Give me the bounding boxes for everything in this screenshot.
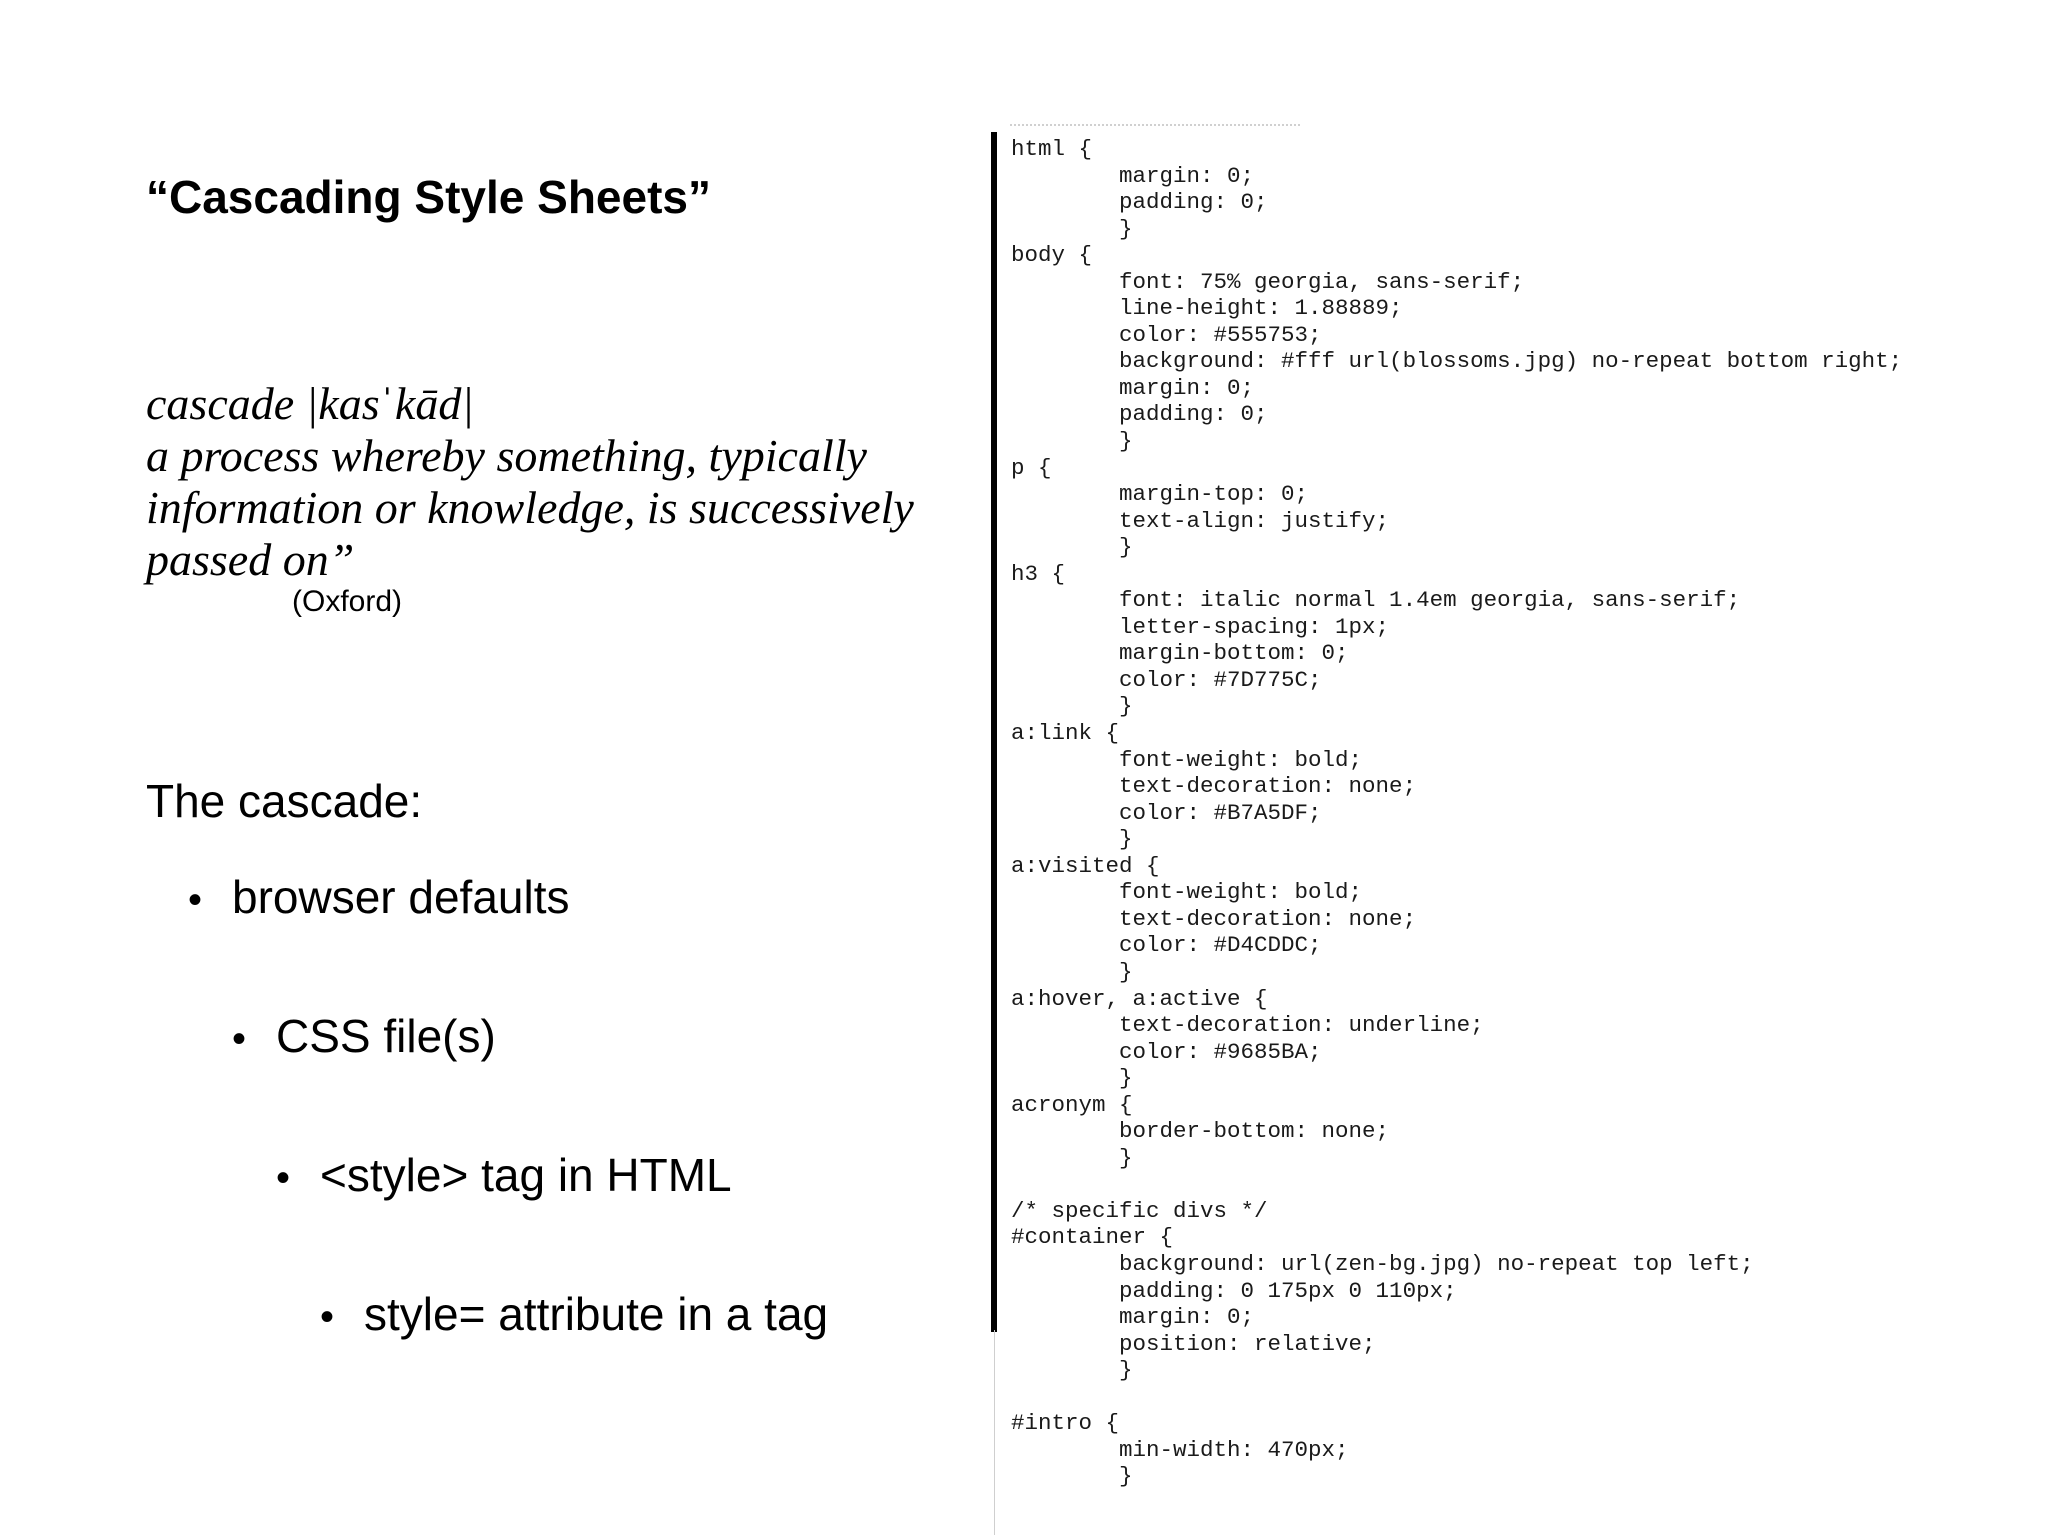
bullet-icon: • [320,1295,335,1339]
bullet-item [276,1148,732,1202]
dictionary-definition [146,378,966,586]
vertical-divider-edge [994,1330,995,1535]
bullet-icon: • [232,1017,247,1061]
bullet-text: browser defaults [232,871,570,923]
definition-line: information or knowledge, is successively [146,482,914,533]
bullet-text: <style> tag in HTML [320,1149,732,1201]
definition-line: passed on” [146,534,355,585]
cascade-heading: The cascade: [146,775,423,827]
bullet-item [232,1009,496,1063]
definition-line-headword: cascade |kasˈkād| [146,378,474,429]
bullet-text: CSS file(s) [276,1010,496,1062]
css-code-listing: html { margin: 0; padding: 0; } body { font: 75% georgia, sans-serif; line-height: 1.88889; color: #555753; background: #fff url(blossoms.jpg) no-repeat bottom right; margin: 0; padding: 0; } p { margin-top: 0; text-align: justify; } h3 { font: italic normal 1.4em georgia, sans-serif; letter-spacing: 1px; margin-bottom: 0; color: #7D775C; } a:link { font-weight: bold; text-decoration: none; color: #B7A5DF; } a:visited { font-weight: bold; text-decoration: none; color: #D4CDDC; } a:hover, a:active { text-decoration: underline; color: #9685BA; } acronym { border-bottom: none; } /* specific divs */ #container { background: url(zen-bg.jpg) no-repeat top left; padding: 0 175px 0 110px; margin: 0; position: relative; } #intro { min-width: 470px; } [1011,136,1903,1490]
cropped-code-edge [1010,124,1300,136]
definition-source: (Oxford) [292,585,403,618]
bullet-icon: • [188,878,203,922]
bullet-item [320,1287,828,1341]
bullet-item [188,870,570,924]
definition-line: a process whereby something, typically [146,430,867,481]
bullet-icon: • [276,1156,291,1200]
vertical-divider [991,132,997,1332]
slide-title: “Cascading Style Sheets” [146,171,711,223]
bullet-text: style= attribute in a tag [364,1288,829,1340]
